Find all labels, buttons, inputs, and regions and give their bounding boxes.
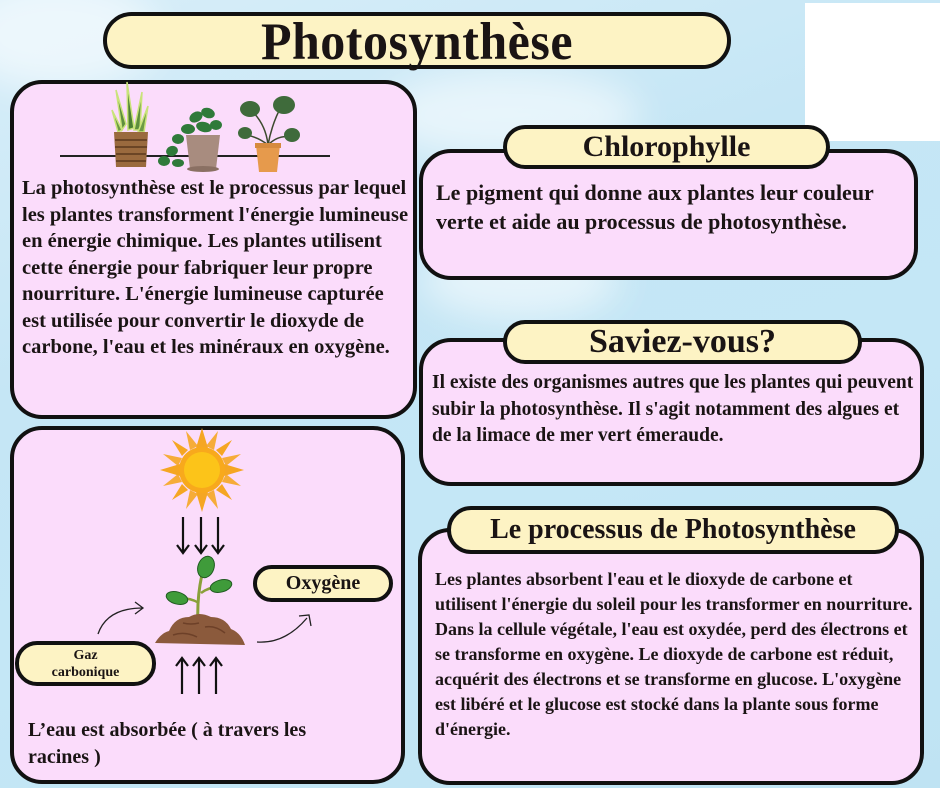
water-absorbed-text: L’eau est absorbée ( à travers les racines ) (28, 719, 307, 768)
blank-patch (805, 3, 940, 141)
monstera-plant-icon (238, 95, 300, 173)
processus-heading: Le processus de Photosynthèse (447, 506, 899, 554)
gaz-label-line2: carbonique (51, 664, 120, 680)
plant-sprout-icon (153, 553, 248, 649)
gaz-label-line1: Gaz (73, 647, 98, 663)
pothos-plant-icon (158, 103, 226, 173)
sun-icon (160, 428, 244, 512)
chlorophylle-text: Le pigment qui donne aux plantes leur couleur verte et aide au processus de photosynthèse. (436, 180, 874, 234)
saviez-vous-text: Il existe des organismes autres que les plantes qui peuvent subir la photosynthèse. Il s'agit notamment des algues et de la limace de mer vert émeraude. (432, 372, 914, 446)
gaz-carbonique-label (15, 641, 156, 686)
page-title: Photosynthèse (260, 11, 574, 70)
up-arrows-icon (174, 654, 224, 696)
oxygen-label: Oxygène (253, 565, 393, 602)
snake-plant-icon (110, 80, 152, 170)
chlorophylle-heading: Chlorophylle (503, 125, 830, 169)
saviez-vous-heading: Saviez-vous? (503, 320, 862, 364)
curved-arrow-in-icon (95, 600, 147, 636)
curved-arrow-out-icon (255, 612, 315, 646)
intro-text: La photosynthèse est le processus par lequel les plantes transforment l'énergie lumineuse en énergie chimique. Les plantes utilisent cette énergie pour fabriquer leur propre nourriture. L'énergie lumineuse capturée est utilisée pour convertir le dioxyde de carbone, l'eau et les minéraux en oxygène. (22, 177, 409, 358)
page-title-banner (103, 12, 731, 69)
down-arrows-icon (175, 515, 225, 557)
processus-text: Les plantes absorbent l'eau et le dioxyde de carbone et utilisent l'énergie du soleil pour les transformer en nourriture. Dans la cellule végétale, l'eau est oxydée, perd des électrons et se transforme en oxygène. Le dioxyde de carbone est réduit, acquérit des électrons et se transforme en glucose. L'oxygène est libéré et le glucose est stocké dans la plante sous forme d'énergie. (435, 569, 913, 739)
